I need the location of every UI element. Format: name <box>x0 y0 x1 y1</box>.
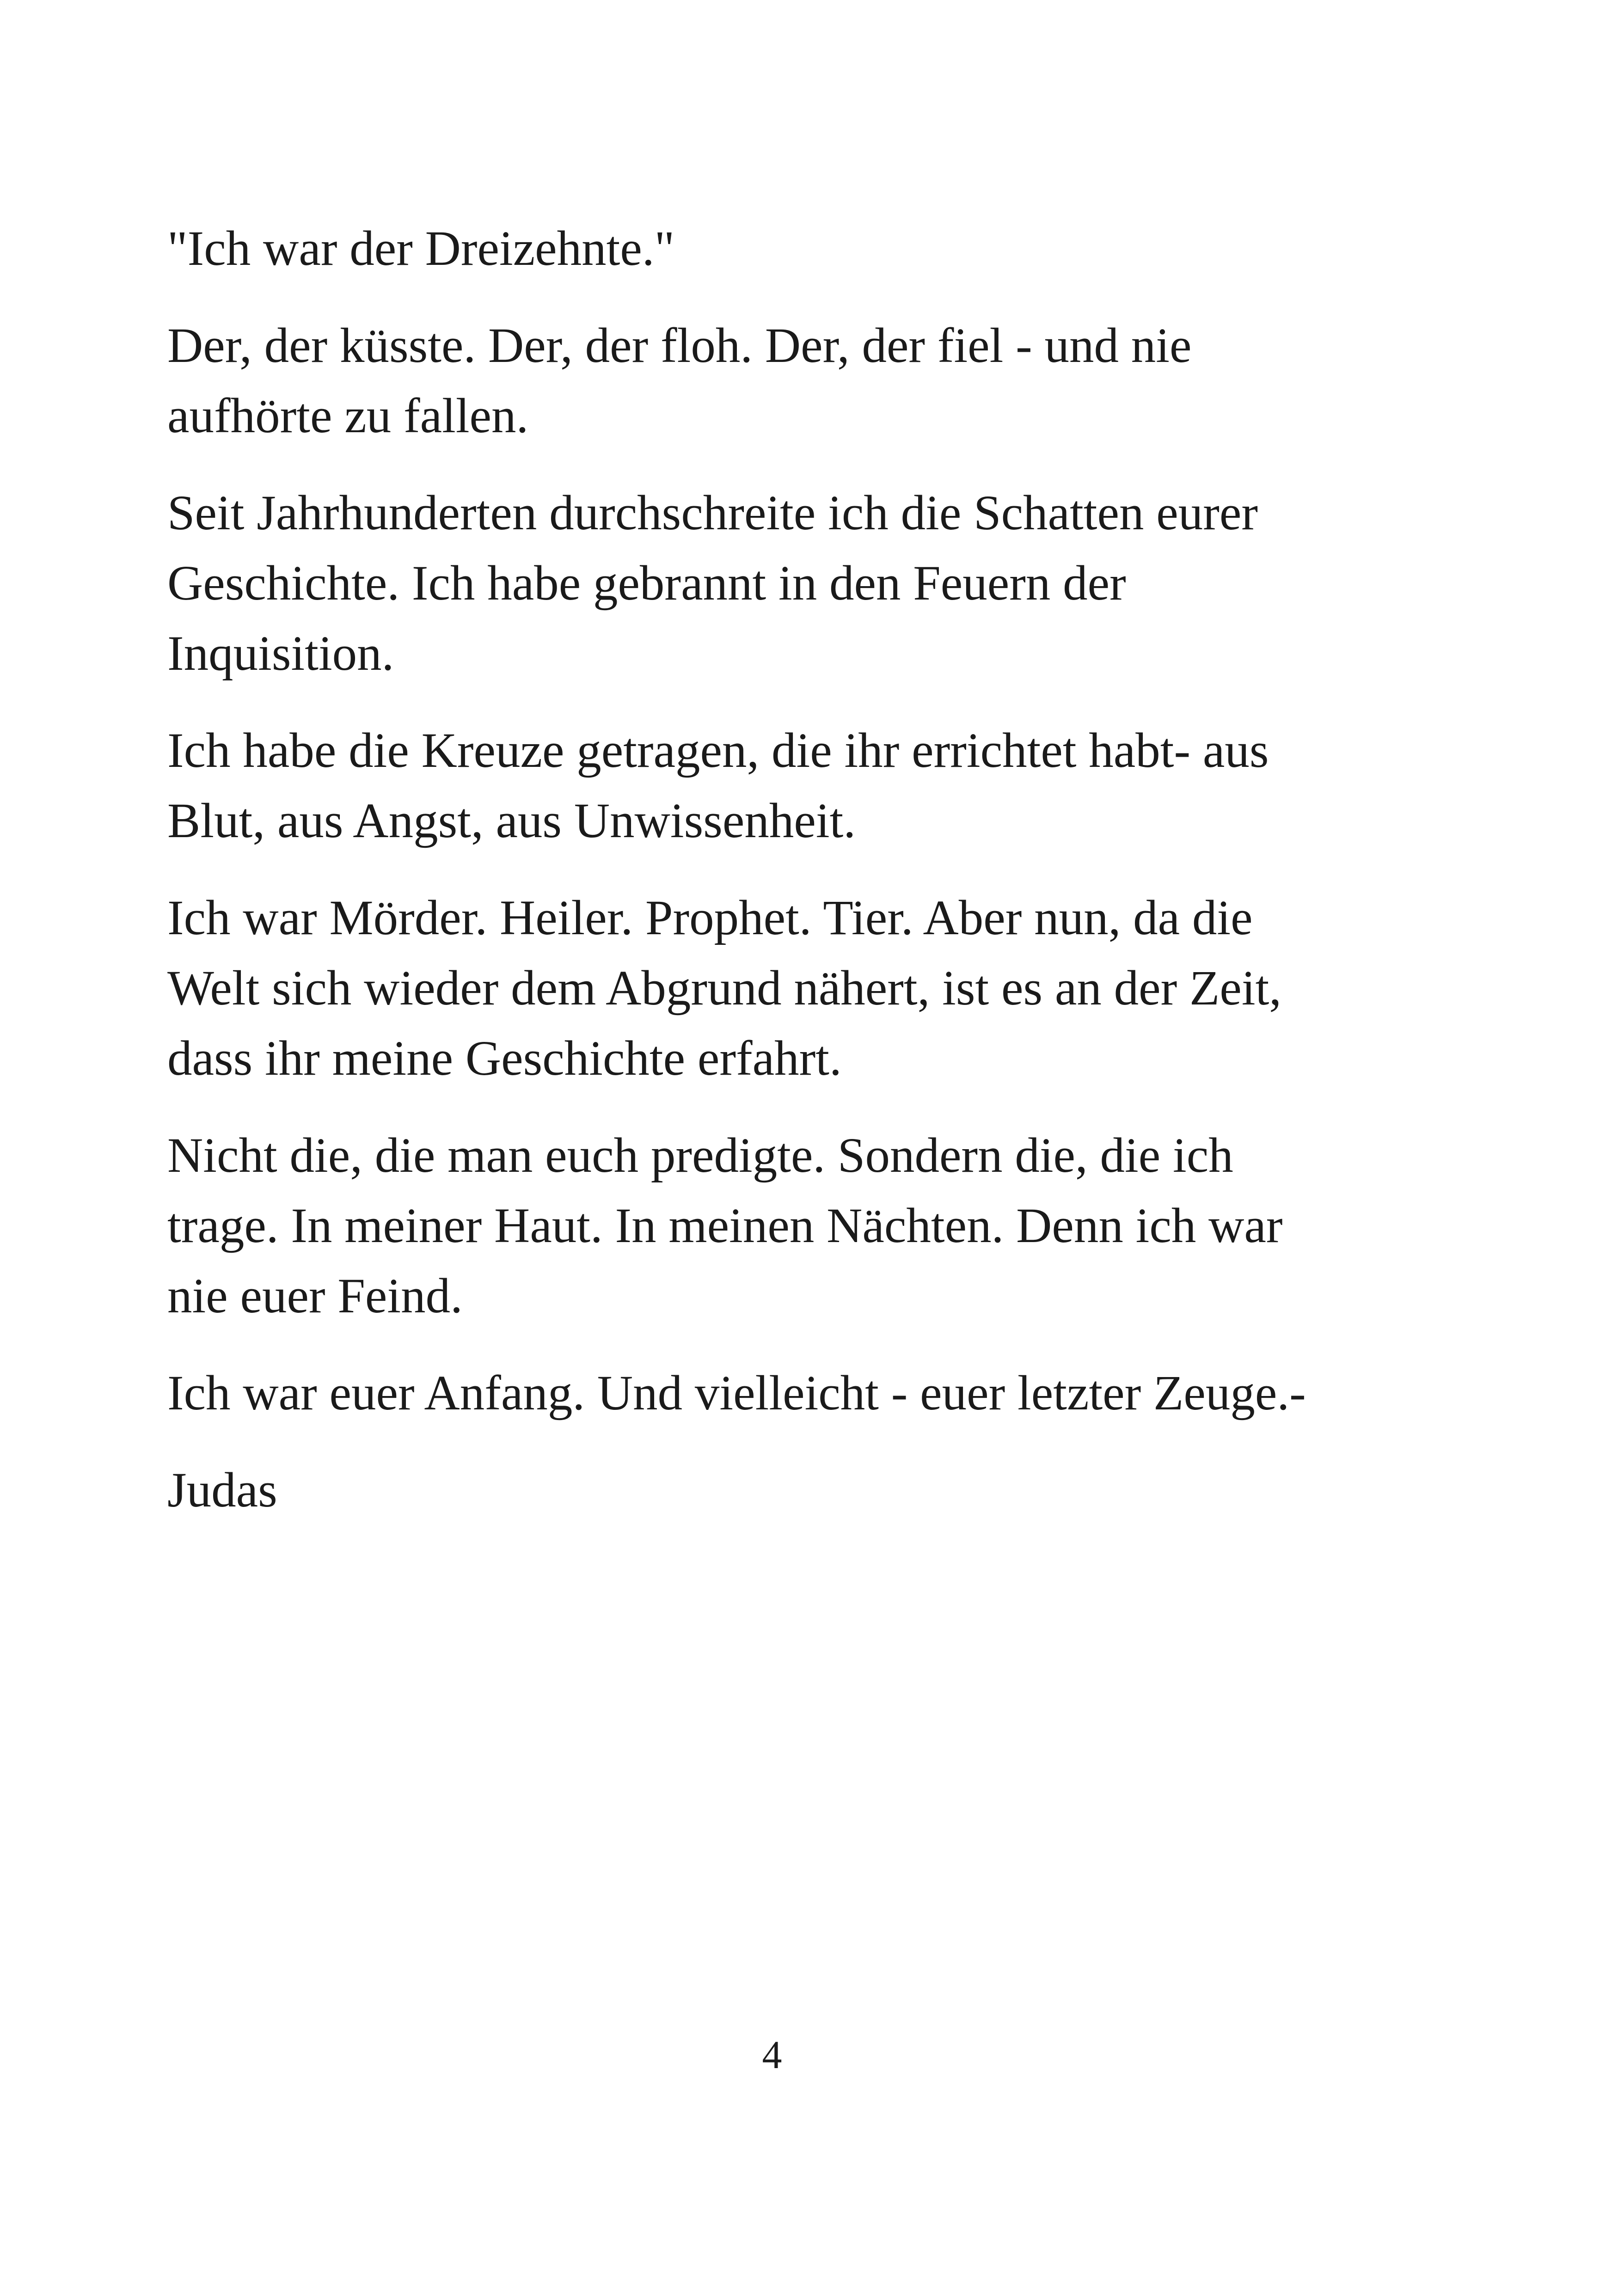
text-line: Ich war Mörder. Heiler. Prophet. Tier. Aber nun, da die <box>167 891 1253 945</box>
paragraph-1 <box>167 214 1416 284</box>
text-line: Ich habe die Kreuze getragen, die ihr errichtet habt- aus <box>167 723 1269 778</box>
text-line: "Ich war der Dreizehnte." <box>167 221 675 276</box>
text-line: Nicht die, die man euch predigte. Sondern die, die ich <box>167 1128 1233 1183</box>
paragraph-3 <box>167 478 1416 689</box>
signature-paragraph <box>167 1455 1416 1525</box>
text-line: Geschichte. Ich habe gebrannt in den Feuern der <box>167 556 1126 611</box>
paragraph-5 <box>167 883 1416 1094</box>
text-line: Der, der küsste. Der, der floh. Der, der fiel - und nie <box>167 318 1192 373</box>
text-line: Blut, aus Angst, aus Unwissenheit. <box>167 794 856 848</box>
text-line: Seit Jahrhunderten durchschreite ich die Schatten eurer <box>167 486 1258 540</box>
text-line: nie euer Feind. <box>167 1269 463 1323</box>
paragraph-4 <box>167 716 1416 856</box>
text-line: Ich war euer Anfang. Und vielleicht - euer letzter Zeuge.- <box>167 1366 1306 1420</box>
text-line: trage. In meiner Haut. In meinen Nächten. Denn ich war <box>167 1199 1283 1253</box>
page-number: 4 <box>762 2033 782 2077</box>
text-line: aufhörte zu fallen. <box>167 389 529 443</box>
paragraph-6 <box>167 1120 1416 1331</box>
text-line: dass ihr meine Geschichte erfahrt. <box>167 1031 842 1086</box>
signature-text: Judas <box>167 1463 277 1518</box>
text-line: Inquisition. <box>167 626 394 681</box>
text-line: Welt sich wieder dem Abgrund nähert, ist es an der Zeit, <box>167 961 1282 1016</box>
body-text <box>167 214 1416 1552</box>
paragraph-2 <box>167 311 1416 451</box>
paragraph-7 <box>167 1358 1416 1428</box>
